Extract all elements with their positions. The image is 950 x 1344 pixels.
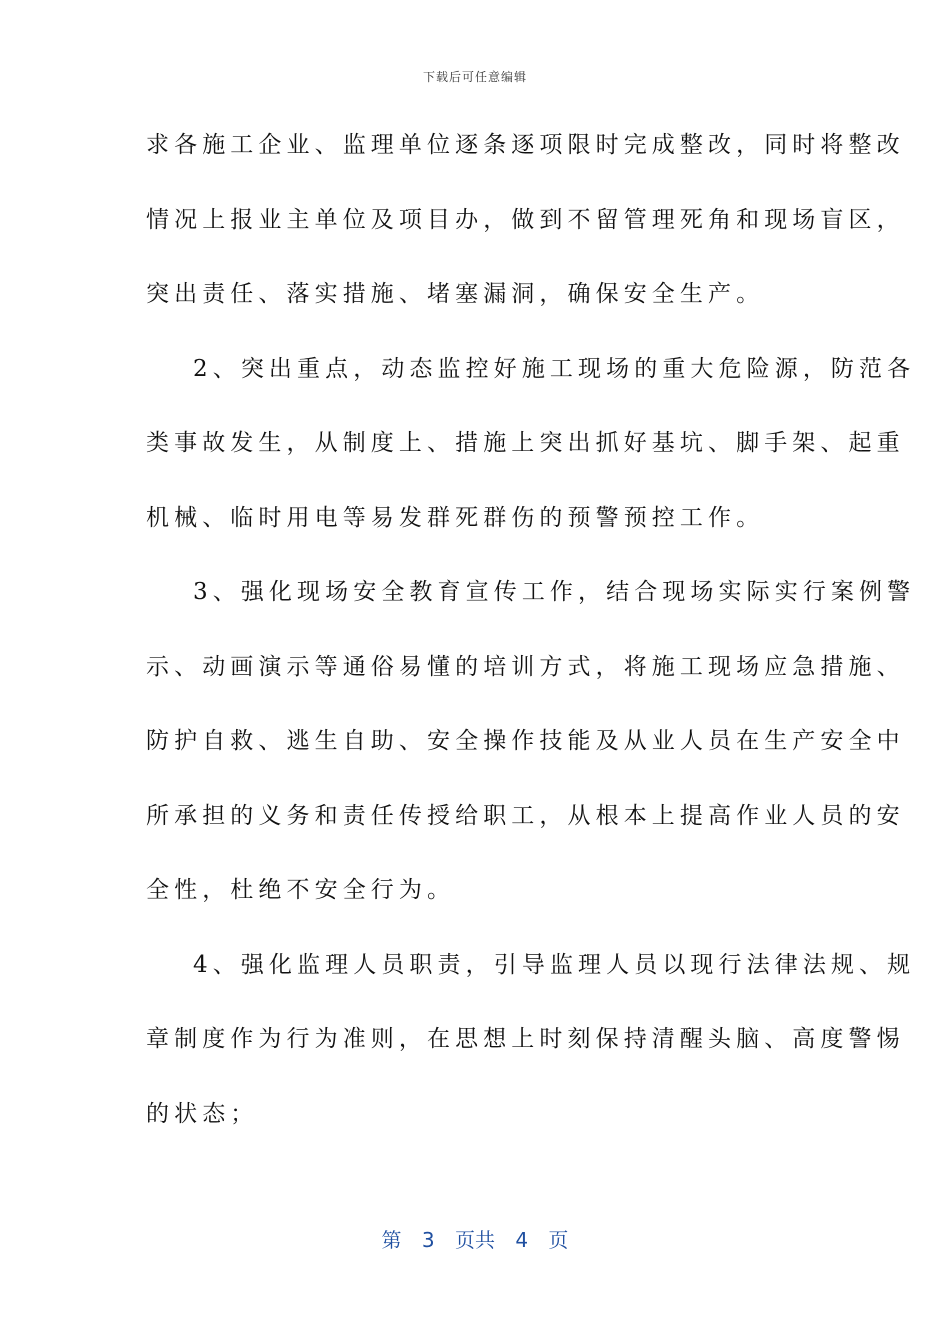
page-number-footer: 第 3 页共 4 页 <box>381 1228 569 1252</box>
body-line: 突出责任、落实措施、堵塞漏洞，确保安全生产。 <box>146 281 765 307</box>
body-line: 防护自救、逃生自助、安全操作技能及从业人员在生产安全中 <box>146 728 905 754</box>
page-header: 下载后可任意编辑 <box>422 70 527 84</box>
body-line: 类事故发生，从制度上、措施上突出抓好基坑、脚手架、起重 <box>146 430 905 456</box>
body-line: 的状态； <box>146 1100 259 1127</box>
body-line: 章制度作为行为准则，在思想上时刻保持清醒头脑、高度警惕 <box>146 1026 905 1052</box>
body-line: 机械、临时用电等易发群死群伤的预警预控工作。 <box>146 504 765 531</box>
body-line: 示、动画演示等通俗易懂的培训方式，将施工现场应急措施、 <box>146 653 905 680</box>
paragraph-start-line: 2、突出重点，动态监控好施工现场的重大危险源，防范各 <box>193 355 916 382</box>
body-line: 所承担的义务和责任传授给职工，从根本上提高作业人员的安 <box>146 802 905 829</box>
document-body <box>146 125 916 1168</box>
body-line: 求各施工企业、监理单位逐条逐项限时完成整改，同时将整改 <box>146 132 905 158</box>
body-line: 情况上报业主单位及项目办，做到不留管理死角和现场盲区， <box>146 206 905 233</box>
body-line: 全性，杜绝不安全行为。 <box>146 877 456 903</box>
paragraph-start-line: 4、强化监理人员职责，引导监理人员以现行法律法规、规 <box>193 951 916 978</box>
paragraph-start-line: 3、强化现场安全教育宣传工作，结合现场实际实行案例警 <box>193 579 916 605</box>
